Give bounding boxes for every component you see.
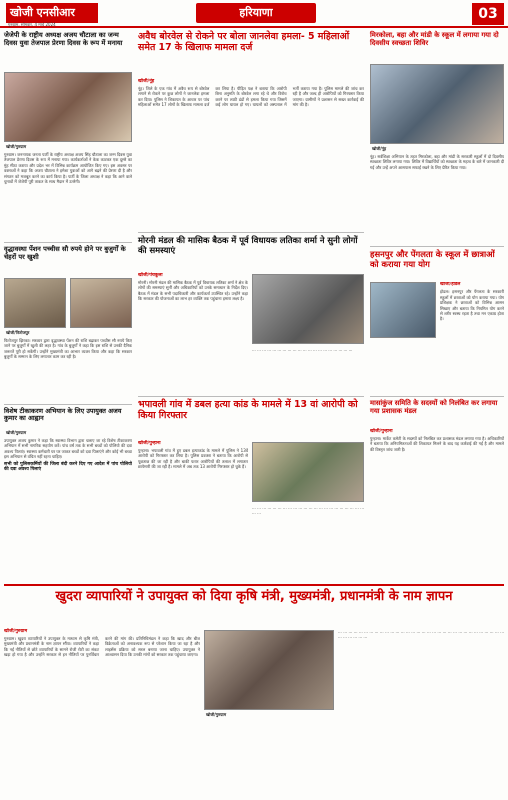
center-story2-column: [138, 272, 248, 392]
right-story2-caption: खोजी/होडल: [440, 282, 461, 287]
bottom-caption: खोजी/गुरुग्राम: [206, 712, 227, 717]
date-line: गुरुग्राम, सोमवार, 4 मार्च 2024: [8, 22, 56, 27]
left-story1-headline: जेजेपी के राष्ट्रीय अध्यक्ष अजय चौटाला का जन्म दिवस युवा तेजपाल प्रेरणा दिवस के रूप में मनाया: [4, 31, 123, 47]
center-story2-photo: [252, 274, 364, 344]
center-story1-headline: अवैध बोरवेल से रोकने पर बोला जानलेवा हमला- 5 महिलाओं समेत 17 के खिलाफ मामला दर्ज: [138, 31, 350, 53]
bottom-top-rule: [4, 584, 504, 586]
center-story2-cont: ··· ··· ··· ··· ··· ··· ··· ··· ··· ··· ··· ··· ··· ··· ··· ··· ··· ··· ··· ···: [252, 348, 353, 353]
masthead: [0, 0, 508, 28]
right-divider-1: [370, 246, 504, 247]
center-story2-body: मोरनी। मोरनी मंडल की मासिक बैठक में पूर्व विधायक लतिका शर्मा ने क्षेत्र के लोगों की समस्याएं सुनीं और अधिकारियों को उनके समाधान के निर्देश दिए। बैठक में मंडल के सभी पदाधिकारी और कार्यकर्ता उपस्थित रहे। उन्होंने कहा कि सरकार की योजनाओं का लाभ हर व्यक्ति तक पहुंचाना हमारा लक्ष्य है।: [138, 280, 248, 302]
bottom-body: गुरुग्राम। खुदरा व्यापारियों ने उपायुक्त के माध्यम से कृषि मंत्री, मुख्यमंत्री और प्रधानमंत्री के नाम ज्ञापन सौंपा। व्यापारियों ने कहा कि नई नीतियों से छोटे व्यापारियों के सामने रोजी रोटी का संकट खड़ा हो गया है और उन्होंने सरकार से इन नीतियों पर पुनर्विचार करने की मांग की। प्रतिनिधिमंडल ने कहा कि खाद और बीज विक्रेताओं को अनावश्यक रूप से परेशान किया जा रहा है और लाइसेंस प्रक्रिया को सरल बनाया जाना चाहिए। उपायुक्त ने आश्वासन दिया कि उनकी मांगों को सरकार तक पहुंचाया जाएगा।: [4, 636, 200, 658]
bottom-photo: [204, 630, 334, 710]
right-story3-caption: खोजी/पुन्हाना: [370, 429, 393, 434]
right-story1-body: नूंह। सर्वशिक्षा अभियान के तहत मिरकोला, बहा और मांडी के सरकारी स्कूलों में दो दिवसीय स्वच्छता शिविर लगाया गया। शिविर में विद्यार्थियों को स्वच्छता के महत्व के बारे में जानकारी दी गई और उन्हें अपने आसपास सफाई रखने के लिए प्रेरित किया गया।: [370, 154, 504, 170]
page-number: 03: [472, 3, 504, 25]
left-story2-body: फिरोजपुर झिरका। सरकार द्वारा वृद्धावस्था पेंशन की राशि बढ़ाकर पच्चीस सौ रुपये किए जाने पर बुजुर्गों में खुशी की लहर है। गांव के बुजुर्गों ने कहा कि इस राशि से उनकी दैनिक जरूरतें पूरी हो सकेंगी। उन्होंने मुख्यमंत्री का आभार व्यक्त किया और कहा कि सरकार बुजुर्गों के सम्मान के लिए लगातार काम कर रही है।: [4, 338, 132, 360]
bottom-headline: खुदरा व्यापारियों ने उपायुक्त को दिया कृषि मंत्री, मुख्यमंत्री, प्रधानमंत्री के नाम ज्ञापन: [55, 589, 453, 604]
center-story3-cont: ··· ··· ··· ··· ··· ··· ··· ··· ··· ··· ··· ··· ··· ··· ··· ··· ··· ··· ··· ··· ··· ··· ··· ···: [252, 506, 364, 517]
left-story3-body: [4, 438, 132, 578]
center-story2-headline: मोरनी मंडल की मासिक बैठक में पूर्व विधायक लतिका शर्मा ने सुनी लोगों की समस्याएं: [138, 235, 358, 255]
left-divider-2: [4, 404, 132, 405]
center-story2-byline: खोजी/पंचकूला: [138, 273, 163, 278]
right-story1-caption: खोजी/नूंह: [372, 146, 387, 151]
center-story3-byline: खोजी/पुन्हाना: [138, 441, 161, 446]
left-story2-caption: खोजी/फिरोजपुर: [6, 330, 30, 335]
section-title: हरियाणा: [196, 3, 316, 23]
center-divider-2: [138, 396, 364, 397]
left-story1-photo: [4, 72, 132, 142]
right-story2-body-text: होडल। हसनपुर और पेंगलता के सरकारी स्कूलों में छात्राओं को योग कराया गया। योग प्रशिक्षक ने छात्राओं को विभिन्न आसन सिखाए और बताया कि नियमित योग करने से शरीर स्वस्थ रहता है तथा मन एकाग्र होता है।: [440, 289, 504, 322]
left-story2-headline: वृद्धावस्था पेंशन पच्चीस सौ रुपये होने पर बुजुर्गों के चेहरों पर खुशी: [4, 245, 126, 261]
left-story3-caption: खोजी/गुरुग्राम: [6, 430, 27, 435]
paper-name: खोजी एनसीआर: [6, 3, 98, 23]
center-divider-1: [138, 232, 364, 233]
center-story3-column: [138, 440, 248, 580]
left-story3-body-text: उपायुक्त अजय कुमार ने कहा कि स्वास्थ्य विभाग द्वारा चलाए जा रहे विशेष टीकाकरण अभियान में सभी नागरिक सहयोग करें। पांच वर्ष तक के सभी बच्चों को पोलियो की दवा अवश्य पिलाएं। स्वास्थ्य कर्मचारी घर घर जाकर बच्चों को दवा पिलाएंगे और कोई भी बच्चा इस अभियान से वंचित नहीं रहना चाहिए।: [4, 438, 132, 460]
right-story1-headline: मिरकोला, बहा और मांडी के स्कूल में लगाया गया दो दिवसीय स्वच्छता शिविर: [370, 31, 499, 47]
left-story1-body: गुरुग्राम। जननायक जनता पार्टी के राष्ट्रीय अध्यक्ष अजय सिंह चौटाला का जन्म दिवस युवा तेजपाल प्रेरणा दिवस के रूप में मनाया गया। कार्यकर्ताओं ने केक काटकर एक दूसरे का मुंह मीठा कराया और प्रदेश भर में विभिन्न कार्यक्रम आयोजित किए गए। इस अवसर पर वक्ताओं ने कहा कि अजय चौटाला ने हमेशा युवाओं को आगे बढ़ने की प्रेरणा दी है और संगठन को मजबूत करने का कार्य किया है। पार्टी के जिला अध्यक्ष ने कहा कि आने वाले चुनावों में जेजेपी पूरी ताकत के साथ मैदान में उतरेगी।: [4, 152, 132, 185]
left-divider-1: [4, 242, 132, 243]
left-story3-headline: विशेष टीकाकरण अभियान के लिए उपायुक्त अजय कुमार का आह्वान: [4, 407, 122, 423]
bottom-byline: खोजी/गुरुग्राम: [4, 629, 28, 634]
center-story3-photo: [252, 442, 364, 502]
left-story1-caption: खोजी/गुरुग्राम: [6, 144, 27, 149]
right-story3-body: पुन्हाना। मार्केट कमेटी के सदस्यों को निलंबित कर प्रशासक मंडल लगाया गया है। अधिकारियों ने बताया कि अनियमितताओं की शिकायत मिलने के बाद यह कार्रवाई की गई है और मामले की विस्तृत जांच जारी है।: [370, 436, 504, 452]
bottom-column-right: ··· ··· ··· ··· ··· ··· ··· ··· ··· ··· ··· ··· ··· ··· ··· ··· ··· ··· ··· ··· ··· ··· ··· ··· ··· ··· ··· ··· ··· ··· ··· ··· ··· ··· ··· ··· ··· ···: [338, 630, 504, 641]
bottom-column-left: [4, 628, 200, 796]
right-story3-headline: मासांकुंज समिति के सदस्यों को निलंबित कर लगाया गया प्रशासक मंडल: [370, 399, 498, 415]
left-story2-photo-b: [70, 278, 132, 328]
center-story1-byline: खोजी/नूंह: [138, 79, 155, 84]
center-story1-column: [138, 78, 364, 228]
center-story1-body: नूंह। जिले के एक गांव में अवैध रूप से बोरवेल लगाने से रोकने पर कुछ लोगों ने जानलेवा हमला कर दिया। पुलिस ने शिकायत के आधार पर पांच महिलाओं समेत 17 लोगों के खिलाफ मामला दर्ज कर लिया है। पीड़ित पक्ष ने बताया कि आरोपी बिना अनुमति के बोरवेल लगा रहे थे और विरोध करने पर लाठी डंडों से हमला किया गया जिसमें कई लोग घायल हो गए। घायलों को अस्पताल में भर्ती कराया गया है। पुलिस मामले की जांच कर रही है और जल्द ही आरोपियों को गिरफ्तार किया जाएगा। ग्रामीणों ने प्रशासन से सख्त कार्रवाई की मांग की है।: [138, 86, 364, 108]
left-story2-photo-a: [4, 278, 66, 328]
right-story1-photo: [370, 64, 504, 144]
right-story2-body: [440, 282, 504, 392]
center-story3-headline: भपावली गांव में डबल हत्या कांड के मामले में 13 वां आरोपी को किया गिरफ्तार: [138, 399, 358, 421]
left-story3-subheading: सभी को पुलिसकर्मियों की जिला बंदी करने दिए गए आदेश में पांच पोलियो की दवा अवश्य पिलाएं: [4, 461, 132, 473]
right-story2-headline: हसनपुर और पेंगलता के स्कूल में छात्राओं को कराया गया योग: [370, 249, 495, 269]
center-story3-body: पुन्हाना। भपावली गांव में हुए डबल हत्याकांड के मामले में पुलिस ने 13वें आरोपी को गिरफ्तार कर लिया है। पुलिस प्रवक्ता ने बताया कि आरोपी से पूछताछ की जा रही है और बाकी फरार आरोपियों की तलाश में लगातार छापेमारी की जा रही है। मामले में अब तक 13 आरोपी गिरफ्तार हो चुके हैं।: [138, 448, 248, 470]
right-story3-column: [370, 428, 504, 578]
right-divider-2: [370, 396, 504, 397]
right-story2-photo: [370, 282, 436, 338]
